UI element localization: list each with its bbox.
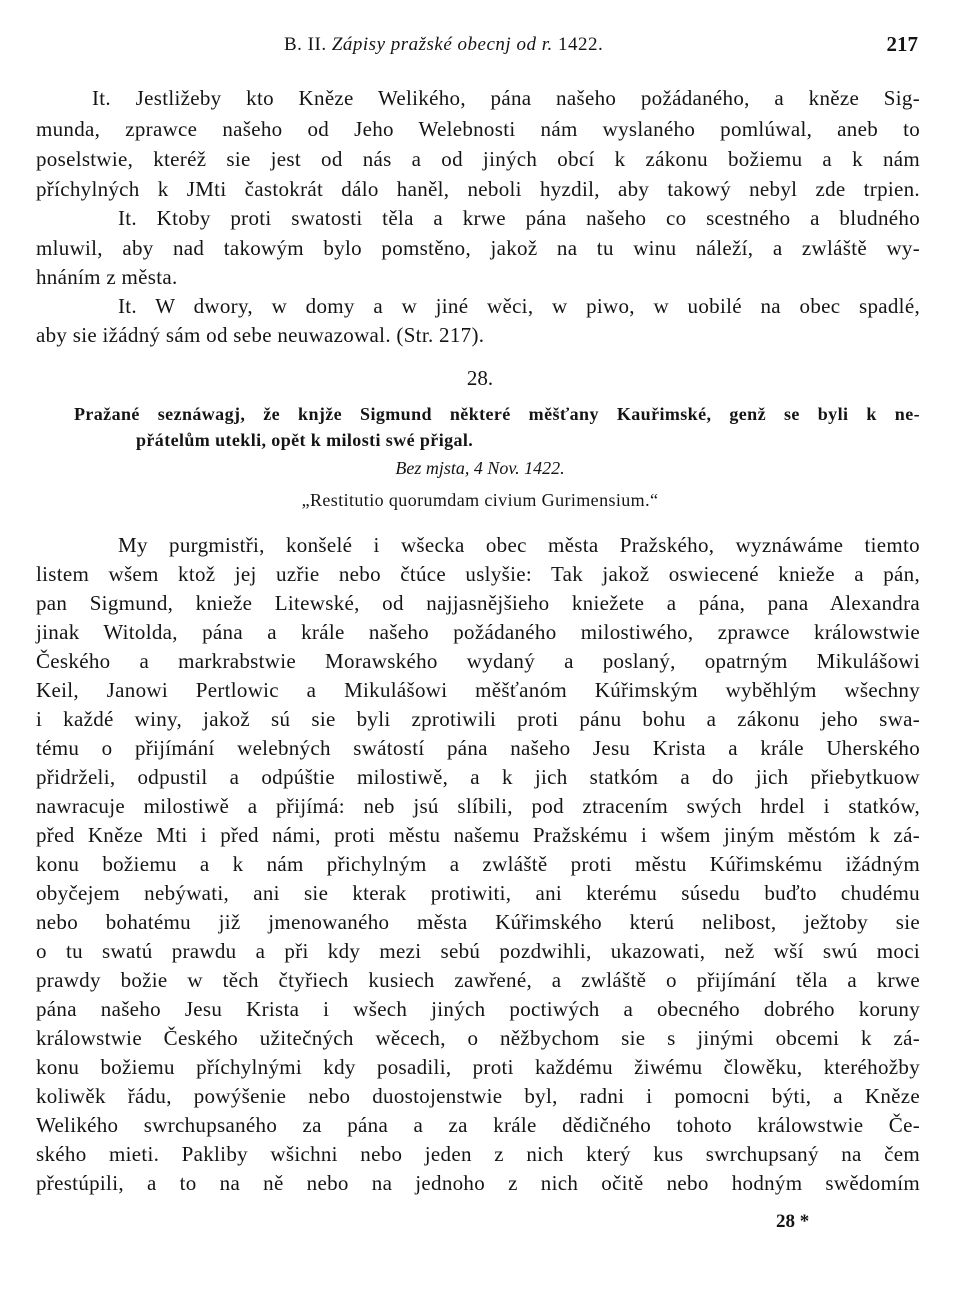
body-line: o tu swatú prawdu a při kdy mezi sebú pozdwihli, ukazowati, než wší swú moci (36, 939, 920, 963)
document-number: 28. (466, 366, 494, 390)
header-title: Zápisy pražské obecnj od r. (331, 34, 553, 55)
text-line: It. Ktoby proti swatosti těla a krwe pána našeho co scestného a bludného (118, 206, 920, 230)
text-line: hnáním z města. (36, 265, 178, 289)
body-line: ského mieti. Pakliby wšichni nebo jeden z nich který kus swrchupsaný na čem (36, 1142, 920, 1166)
text-line: příchylných k JMti častokrát dálo haněl, neboli hyzdil, aby takowý nebyl zde trpien. (36, 177, 920, 201)
body-line: jinak Witolda, pána a krále našeho požádaného milostiwého, zprawce králowstwie (36, 620, 920, 644)
body-line: prawdy božie w těch čtyřiech kusiech zawřené, a zwláště o přijímání těla a krwe (36, 968, 920, 992)
date-line: Bez mjsta, 4 Nov. 1422. (395, 458, 565, 478)
body-line: konu božiemu a k nám přichylným a zwláště proti městu Kúřimskému ižádným (36, 852, 920, 876)
body-line: tému o přijímání welebných swátostí pána našeho Jesu Krista a krále Uherského (36, 736, 920, 760)
body-line: obyčejem nebýwati, ani sie kterak protiwiti, ani kterému súsedu buďto chudému (36, 881, 920, 905)
body-line: králowstwie Českého užitečných wěcech, o něžbychom sie s jinými obcemi k zá- (36, 1026, 920, 1050)
text-line: aby sie ižádný sám od sebe neuwazowal. (Str. 217). (36, 323, 485, 347)
running-header (284, 34, 603, 56)
body-line: pan Sigmund, knieže Litewské, od najjasnějšieho kniežete a pána, pana Alexandra (36, 591, 920, 615)
text-line: It. W dwory, w domy a w jiné wěci, w piwo, w uobilé na obec spadlé, (118, 294, 920, 318)
text-line: It. Jestližeby kto Kněze Welikého, pána našeho požádaného, a kněze Sig- (92, 86, 920, 110)
header-volume: B. II. (284, 34, 327, 55)
body-line: Českého a markrabstwie Morawského wydaný a poslaný, opatrným Mikulášowi (36, 649, 920, 673)
header-year: 1422. (557, 34, 604, 55)
signature-mark: 28 * (776, 1211, 810, 1232)
body-line: Welikého swrchupsaného za pána a za krále dědičného tohoto králowstwie Če- (36, 1113, 920, 1137)
body-line: nebo bohatému již jmenowaného města Kúřimského kterú nelibost, ježtoby sie (36, 910, 920, 934)
body-line: pána našeho Jesu Krista i wšech jiných poctiwých a obecného dobrého koruny (36, 997, 920, 1021)
body-line: Keil, Janowi Pertlowic a Mikulášowi měšťanóm Kúřimským wyběhlým wšechny (36, 678, 920, 702)
body-line: i každé winy, jakož sú sie byli zprotiwili proti pánu bohu a zákonu jeho swa- (36, 707, 920, 731)
latin-title: „Restitutio quorumdam civium Gurimensium.“ (301, 490, 659, 510)
summary-line: Pražané seznáwagj, že knjže Sigmund některé měšťany Kauřimské, genž se byli k ne- (74, 404, 920, 424)
text-line: munda, zprawce našeho od Jeho Welebnosti nám wyslaného pomlúwal, aneb to (36, 117, 920, 141)
body-line: přidrželi, odpustil a odpúštie milostiwě, a k jich statkóm a do jich přiebytkuow (36, 765, 920, 789)
body-line: konu božiemu příchylnými kdy posadili, proti každému žiwému člowěku, kteréhožby (36, 1055, 920, 1079)
page-number: 217 (886, 32, 918, 56)
summary-line: přátelům utekli, opět k milosti swé přigal. (136, 430, 474, 450)
body-line: koliwěk řádu, powýšenie nebo duostojenstwie byl, radni i pomocni býti, a Kněze (36, 1084, 920, 1108)
body-line: My purgmistři, konšelé i wšecka obec města Pražského, wyznáwáme tiemto (118, 533, 920, 557)
body-line: nawracuje milostiwě a přijímá: neb jsú slíbili, pod ztracením swých hrdel i statków, (36, 794, 920, 818)
body-line: před Kněze Mti i před námi, proti městu našemu Pražskému i wšem jiným městóm k zá- (36, 823, 920, 847)
body-line: listem wšem ktož jej uzřie nebo čtúce uslyšie: Tak jakož oswiecené knieže a pán, (36, 562, 920, 586)
text-line: mluwil, aby nad takowým bylo pomstěno, jakož na tu winu náleží, a zwláště wy- (36, 236, 920, 260)
text-line: poselstwie, kteréž sie jest od nás a od jiných obcí k zákonu božiemu a k nám (36, 147, 920, 171)
body-line: přestúpili, a to na ně nebo na jednoho z nich očitě nebo hodným swědomím (36, 1171, 920, 1195)
